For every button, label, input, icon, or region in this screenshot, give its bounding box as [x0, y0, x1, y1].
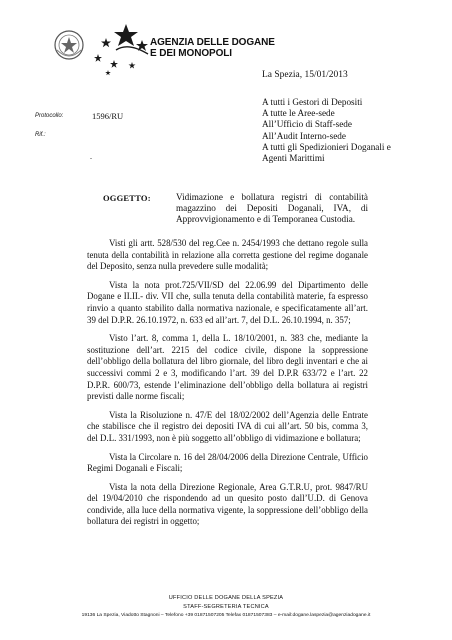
reference-dot: . [90, 152, 92, 161]
body-paragraph-text: Vista la nota della Direzione Regionale, Area G.T.R.U, prot. 9847/RU del 19/04/2010 che rispondendo ad un quesito posto dall’U.D. di Genova condivide, alla luce della normativa vigente, la soppressione dell’obbligo della bollatura dei registri in oggetto; [87, 481, 368, 527]
body-paragraph [87, 333, 368, 403]
body-paragraph-text: Vista la Circolare n. 16 del 28/04/2006 della Direzione Centrale, Ufficio Regimi Doganali e Fiscali; [87, 451, 368, 474]
addressee-item: All’Ufficio di Staff-sede [262, 119, 352, 130]
letter-date: La Spezia, 15/01/2013 [262, 70, 348, 80]
letter-body [87, 238, 368, 535]
addressee-item: A tutti gli Spedizionieri Doganali e [262, 141, 391, 152]
addressee-item: A tutti i Gestori di Depositi [262, 97, 363, 107]
protocol-number: 1596/RU [92, 111, 124, 121]
addressee-item: A tutte le Aree-sede [262, 108, 335, 119]
body-paragraph [87, 280, 368, 326]
body-paragraph-text: Visti gli artt. 528/530 del reg.Cee n. 2454/1993 che dettano regole sulla tenuta della contabilità in relazione alla corretta gestione del regime doganale del Deposito, senza nulla prevedere sulle modalità; [87, 238, 368, 272]
agency-name-line1: AGENZIA DELLE DOGANE [150, 37, 275, 48]
republic-emblem-icon [52, 28, 86, 62]
body-paragraph-text: Vista la nota prot.725/VII/SD del 22.06.99 del Dipartimento delle Dogane e II.II.- div. VII che, sulla tenuta della contabilità materie, fa espresso rinvio a quanto stabilito dalla normativa nazionale, e specificatamente all’art. 39 del D.P.R. 26.10.1972, n. 633 ed all’art. 7, del D.L. 26.10.1994, n. 357; [87, 279, 368, 325]
body-paragraph [87, 482, 368, 528]
body-paragraph [87, 410, 368, 445]
addressee-list [262, 97, 391, 164]
body-paragraph [87, 452, 368, 475]
subject-text: Vidimazione e bollatura registri di contabilità magazzino dei Depositi Doganali, IVA, di Approvvigionamento e di Temporanea Custodia. [176, 192, 368, 225]
addressee-item: Agenti Marittimi [262, 153, 325, 164]
agency-name-line2: E DEI MONOPOLI [150, 48, 232, 59]
agency-name [150, 37, 275, 59]
body-paragraph-text: Vista la Risoluzione n. 47/E del 18/02/2002 dell’Agenzia delle Entrate che stabilisce che il registro dei depositi IVA di cui all’art. 50 bis, comma 3, del D.L. 331/1993, non è più soggetto all’obbligo di vidimazione e bollatura; [87, 409, 368, 443]
addressee-item: All’Audit Interno-sede [262, 130, 346, 141]
footer-department: STAFF-SEGRETERIA TECNICA [183, 604, 269, 610]
footer-office: UFFICIO DELLE DOGANE DELLA SPEZIA [168, 595, 284, 601]
body-paragraph [87, 238, 368, 273]
footer-contacts: 19136 La Spezia, Viadotto Stagnoni – Telefono +39 01871507205 Telefax 01871507383 – e-mail:dogane.laspezia@agenziadogane.it [81, 613, 371, 618]
agency-star-logo-icon [88, 20, 152, 78]
reference-label: Rif.: [35, 132, 46, 138]
protocol-label: Protocollo: [35, 113, 64, 119]
body-paragraph-text: Visto l’art. 8, comma 1, della L. 18/10/2001, n. 383 che, mediante la sostituzione dell’art. 2215 del codice civile, dispone la soppressione dell’obbligo della bollatura del libro giornale, del libro degli inventari e che ai successivi commi 2 e 3, modificando l’art. 39 del D.P.R 633/72 e l’art. 22 D.P.R. 600/73, estende l’eliminazione dell’obbligo della bollatura ai registri previsti dalle norme fiscali; [87, 333, 368, 402]
subject-label: OGGETTO: [103, 193, 151, 203]
